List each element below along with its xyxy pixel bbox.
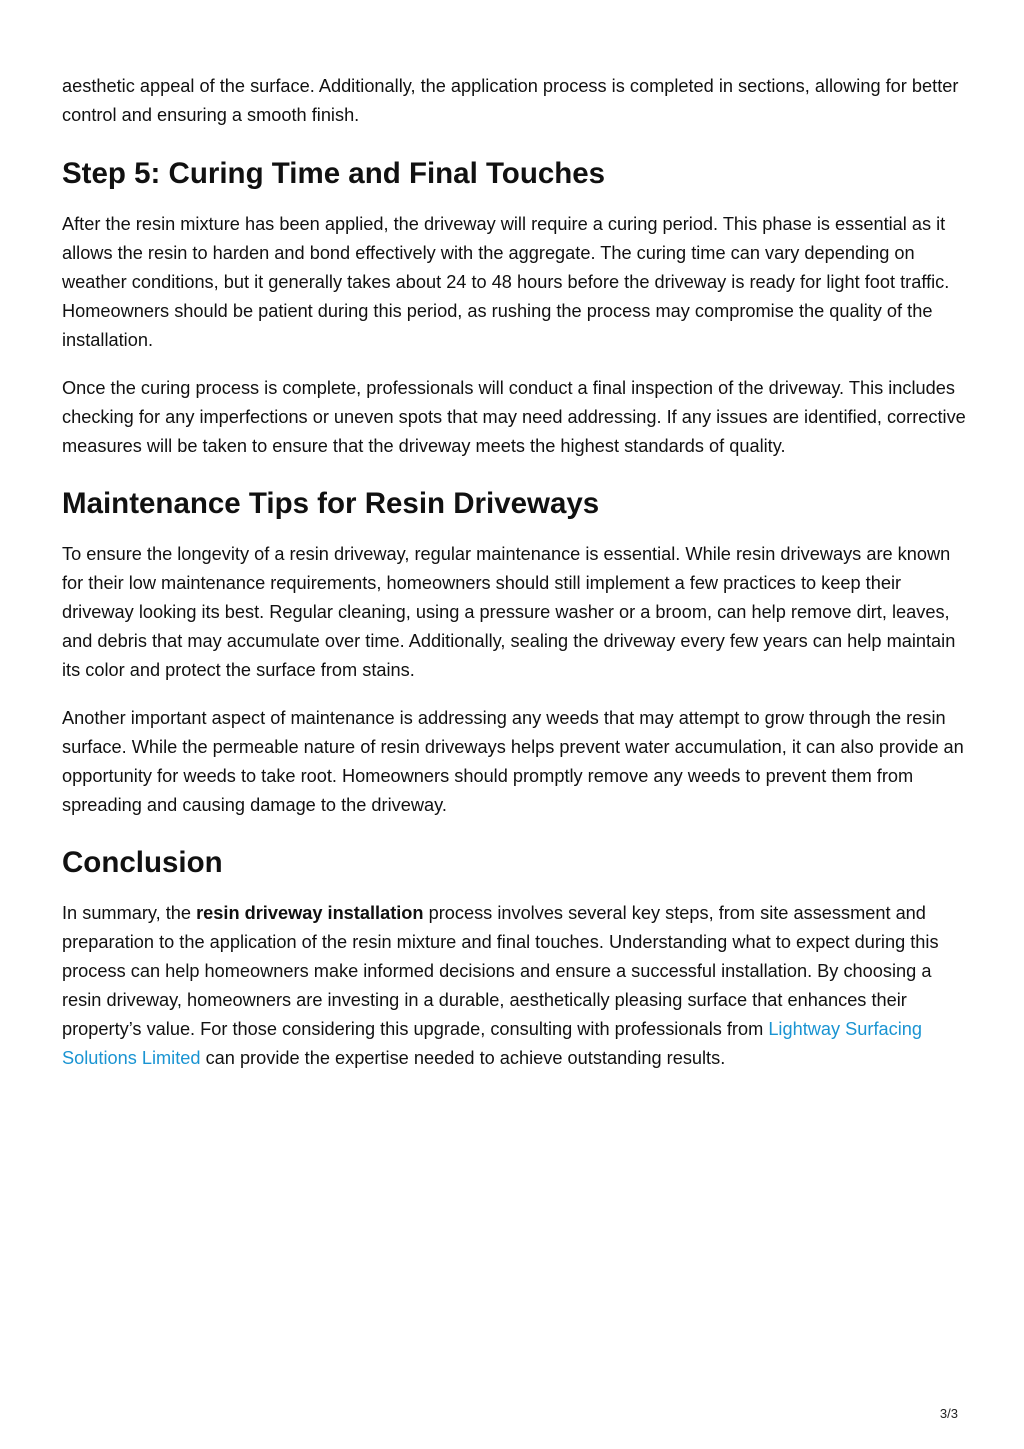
conclusion-text-middle: process involves several key steps, from site assessment and preparation to the application of the resin mixture and final touches. Understanding what to expect during this process can help homeowners make informed decisions and ensure a successful installation. By choosing a resin driveway, homeowners are investing in a durable, aesthetically pleasing surface that enhances their property’s value. For those considering this upgrade, consulting with professionals from	[62, 903, 939, 1039]
conclusion-heading: Conclusion	[62, 846, 223, 879]
intro-paragraph: aesthetic appeal of the surface. Additionally, the application process is completed in sections, allowing for better control and ensuring a smooth finish.	[62, 76, 959, 125]
step5-paragraph-2: Once the curing process is complete, professionals will conduct a final inspection of the driveway. This includes checking for any imperfections or uneven spots that may need addressing. If any issues are identified, corrective measures will be taken to ensure that the driveway meets the highest standards of quality.	[62, 378, 966, 456]
company-link[interactable]: Lightway Surfacing Solutions Limited	[62, 1019, 922, 1068]
maintenance-paragraph-2: Another important aspect of maintenance is addressing any weeds that may attempt to grow through the resin surface. While the permeable nature of resin driveways helps prevent water accumulation, it can also provide an opportunity for weeds to take root. Homeowners should promptly remove any weeds to prevent them from spreading and causing damage to the driveway.	[62, 708, 964, 815]
conclusion-text-end: can provide the expertise needed to achieve outstanding results.	[200, 1048, 726, 1068]
conclusion-bold-phrase: resin driveway installation	[196, 903, 424, 923]
step5-heading: Step 5: Curing Time and Final Touches	[62, 157, 606, 190]
document-page	[62, 72, 970, 1073]
step5-paragraph-1: After the resin mixture has been applied, the driveway will require a curing period. This phase is essential as it allows the resin to harden and bond effectively with the aggregate. The curing time can vary depending on weather conditions, but it generally takes about 24 to 48 hours before the driveway is ready for light foot traffic. Homeowners should be patient during this period, as rushing the process may compromise the quality of the installation.	[62, 214, 950, 350]
maintenance-heading: Maintenance Tips for Resin Driveways	[62, 487, 600, 520]
conclusion-paragraph	[62, 899, 970, 1073]
maintenance-paragraph-1: To ensure the longevity of a resin driveway, regular maintenance is essential. While resin driveways are known for their low maintenance requirements, homeowners should still implement a few practices to keep their driveway looking its best. Regular cleaning, using a pressure washer or a broom, can help remove dirt, leaves, and debris that may accumulate over time. Additionally, sealing the driveway every few years can help maintain its color and protect the surface from stains.	[62, 544, 956, 680]
conclusion-text-start: In summary, the	[62, 903, 197, 923]
page-number: 3/3	[939, 1406, 958, 1421]
